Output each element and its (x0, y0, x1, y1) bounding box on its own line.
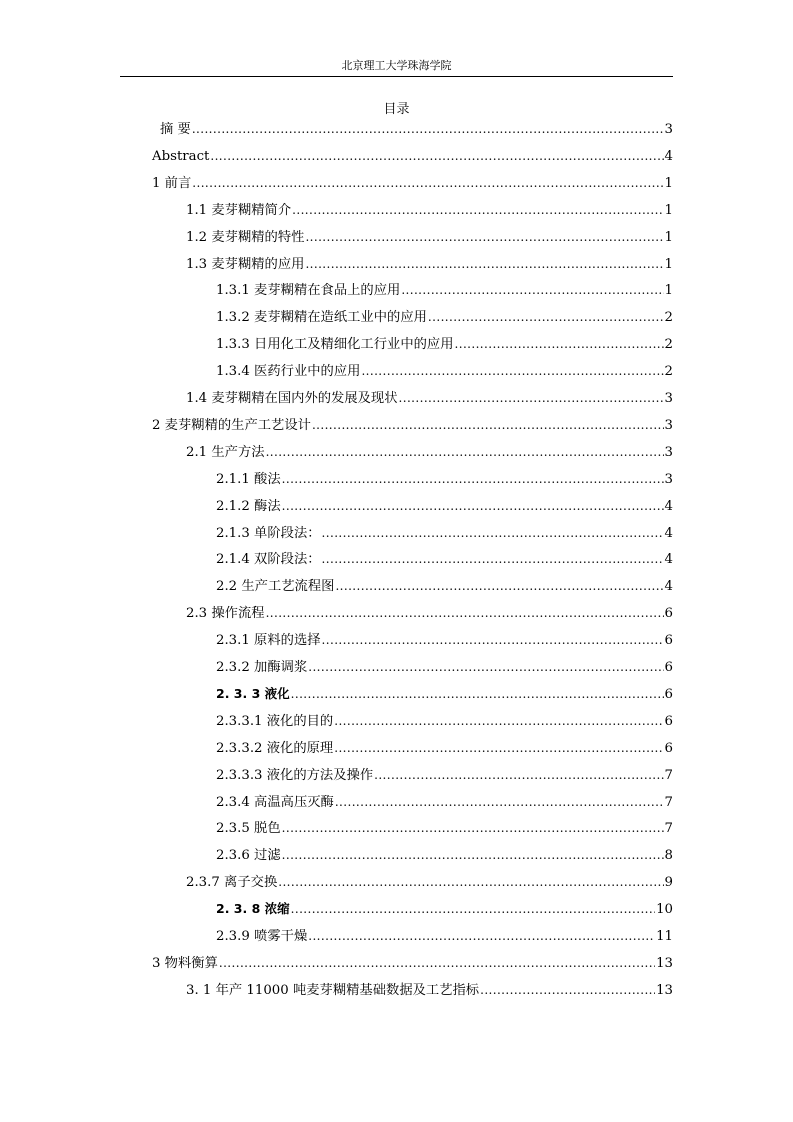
toc-entry-page: 11 (656, 929, 673, 944)
toc-leader-dots (374, 764, 663, 787)
toc-entry[interactable] (186, 871, 673, 893)
toc-entry-page: 10 (656, 902, 673, 917)
toc-entry[interactable] (216, 333, 673, 355)
toc-entry-page: 7 (664, 795, 673, 810)
toc-entry[interactable] (186, 253, 673, 275)
toc-entry[interactable] (186, 602, 673, 624)
toc-entry-page: 3 (664, 418, 673, 433)
toc-entry-label: 2.3.6 过滤 (216, 848, 281, 863)
toc-leader-dots (219, 952, 655, 975)
toc-entry[interactable] (160, 118, 673, 140)
toc-entry[interactable] (216, 737, 673, 759)
toc-entry-label: 2.3 操作流程 (186, 606, 265, 621)
toc-leader-dots (282, 817, 664, 840)
toc-leader-dots (291, 898, 655, 921)
toc-entry-label: 1.1 麦芽糊精简介 (186, 203, 292, 218)
toc-entry-label: 2.3.1 原料的选择 (216, 633, 321, 648)
toc-entry[interactable] (186, 979, 673, 1001)
toc-leader-dots (210, 145, 663, 168)
toc-entry-page: 6 (664, 687, 673, 702)
toc-entry[interactable] (216, 468, 673, 490)
header-rule (120, 76, 673, 77)
toc-entry-label: 2.1.1 酸法 (216, 472, 281, 487)
toc-entry-page: 3 (664, 472, 673, 487)
toc-leader-dots (192, 118, 664, 141)
toc-leader-dots (322, 629, 664, 652)
toc-entry-page: 2 (664, 337, 673, 352)
toc-entry[interactable] (216, 279, 673, 301)
toc-entry[interactable] (216, 360, 673, 382)
toc-leader-dots (455, 333, 664, 356)
toc-entry[interactable] (216, 844, 673, 866)
toc-entry-page: 6 (664, 633, 673, 648)
toc-leader-dots (334, 710, 663, 733)
page-header: 北京理工大学珠海学院 (341, 59, 452, 72)
toc-entry[interactable] (216, 629, 673, 651)
toc-entry[interactable] (216, 898, 673, 920)
toc-entry-page: 6 (664, 660, 673, 675)
toc-leader-dots (266, 602, 664, 625)
toc-entry[interactable] (216, 925, 673, 947)
toc-leader-dots (322, 548, 664, 571)
toc-entry-label: 2.1.2 酶法 (216, 499, 281, 514)
toc-entry-label: 1.2 麦芽糊精的特性 (186, 230, 305, 245)
toc-leader-dots (292, 199, 663, 222)
toc-leader-dots (308, 656, 663, 679)
toc-entry-page: 4 (664, 579, 673, 594)
toc-entry[interactable] (152, 414, 673, 436)
toc-leader-dots (266, 441, 664, 464)
toc-entry-label: 3 物料衡算 (152, 956, 218, 971)
toc-entry-label: 1.4 麦芽糊精在国内外的发展及现状 (186, 391, 398, 406)
toc-entry-label: 3. 1 年产 11000 吨麦芽糊精基础数据及工艺指标 (186, 983, 480, 998)
toc-leader-dots (305, 226, 663, 249)
toc-leader-dots (278, 871, 663, 894)
toc-entry-label: 2.3.7 离子交换 (186, 875, 278, 890)
toc-entry-label: 2 麦芽糊精的生产工艺设计 (152, 418, 311, 433)
toc-entry-page: 8 (664, 848, 673, 863)
toc-entry-page: 7 (664, 821, 673, 836)
toc-entry-label: 2.3.3.3 液化的方法及操作 (216, 768, 374, 783)
toc-entry[interactable] (216, 710, 673, 732)
toc-entry-label: 2. 3. 3 液化 (216, 686, 290, 701)
toc-leader-dots (335, 575, 663, 598)
toc-entry-page: 6 (664, 714, 673, 729)
toc-entry-label: 1.3.1 麦芽糊精在食品上的应用 (216, 283, 401, 298)
toc-entry-label: 2.1.4 双阶段法： (216, 552, 321, 567)
toc-leader-dots (322, 522, 664, 545)
toc-entry[interactable] (152, 952, 673, 974)
toc-entry-label: 2.3.4 高温高压灭酶 (216, 795, 334, 810)
toc-entry-label: 1.3.4 医药行业中的应用 (216, 364, 361, 379)
toc-entry[interactable] (216, 522, 673, 544)
toc-entry-page: 2 (664, 310, 673, 325)
toc-entry-label: 2.3.3.2 液化的原理 (216, 741, 334, 756)
toc-entry[interactable] (186, 441, 673, 463)
toc-entry-page: 1 (664, 257, 673, 272)
toc-entry-page: 4 (664, 149, 673, 164)
toc-entry[interactable] (216, 683, 673, 705)
toc-entry-page: 2 (664, 364, 673, 379)
toc-leader-dots (361, 360, 663, 383)
toc-entry-page: 6 (664, 606, 673, 621)
toc-entry-page: 1 (664, 203, 673, 218)
toc-leader-dots (401, 279, 663, 302)
toc-entry-label: Abstract (152, 149, 210, 164)
toc-entry-page: 13 (656, 983, 673, 998)
toc-entry-page: 1 (664, 283, 673, 298)
toc-leader-dots (428, 306, 664, 329)
toc-leader-dots (282, 468, 664, 491)
toc-entry[interactable] (186, 226, 673, 248)
toc-entry[interactable] (216, 791, 673, 813)
toc-entry-page: 13 (656, 956, 673, 971)
toc-entry-label: 1.3.2 麦芽糊精在造纸工业中的应用 (216, 310, 427, 325)
toc-entry-label: 摘 要 (160, 122, 191, 137)
toc-entry-label: 2.1 生产方法 (186, 445, 265, 460)
toc-leader-dots (480, 979, 655, 1002)
toc-entry-label: 1.3.3 日用化工及精细化工行业中的应用 (216, 337, 454, 352)
toc-entry-page: 4 (664, 499, 673, 514)
toc-entry-page: 4 (664, 526, 673, 541)
toc-entry-label: 2.3.5 脱色 (216, 821, 281, 836)
toc-leader-dots (291, 683, 664, 706)
toc-entry-label: 2.3.9 喷雾干燥 (216, 929, 308, 944)
toc-entry-page: 1 (664, 176, 673, 191)
toc-entry[interactable] (186, 199, 673, 221)
toc-entry-page: 6 (664, 741, 673, 756)
toc-entry-label: 2.3.2 加酶调浆 (216, 660, 308, 675)
toc-title: 目录 (383, 102, 410, 117)
toc-entry[interactable] (216, 548, 673, 570)
toc-entry-page: 3 (664, 445, 673, 460)
toc-entry[interactable] (152, 145, 673, 167)
toc-entry-label: 2.3.3.1 液化的目的 (216, 714, 334, 729)
toc-entry-page: 4 (664, 552, 673, 567)
toc-entry[interactable] (216, 764, 673, 786)
toc-leader-dots (192, 172, 663, 195)
toc-leader-dots (282, 495, 664, 518)
toc-entry-page: 3 (664, 122, 673, 137)
toc-leader-dots (312, 414, 664, 437)
toc-leader-dots (305, 253, 663, 276)
toc-entry-page: 1 (664, 230, 673, 245)
toc-entry-page: 9 (664, 875, 673, 890)
toc-entry-label: 1.3 麦芽糊精的应用 (186, 257, 305, 272)
toc-entry-label: 2. 3. 8 浓缩 (216, 901, 290, 916)
toc-leader-dots (282, 844, 664, 867)
toc-leader-dots (334, 737, 663, 760)
toc-entry[interactable] (216, 575, 673, 597)
toc-leader-dots (335, 791, 664, 814)
toc-entry-label: 2.1.3 单阶段法： (216, 526, 321, 541)
toc-entry[interactable] (216, 656, 673, 678)
toc-entry-page: 3 (664, 391, 673, 406)
toc-entry[interactable] (216, 817, 673, 839)
toc-leader-dots (399, 387, 664, 410)
toc-leader-dots (308, 925, 655, 948)
toc-entry-label: 1 前言 (152, 176, 192, 191)
toc-entry-label: 2.2 生产工艺流程图 (216, 579, 335, 594)
toc-entry-page: 7 (664, 768, 673, 783)
toc-entry[interactable] (186, 387, 673, 409)
toc-entry[interactable] (216, 306, 673, 328)
toc-entry[interactable] (216, 495, 673, 517)
toc-entry[interactable] (152, 172, 673, 194)
